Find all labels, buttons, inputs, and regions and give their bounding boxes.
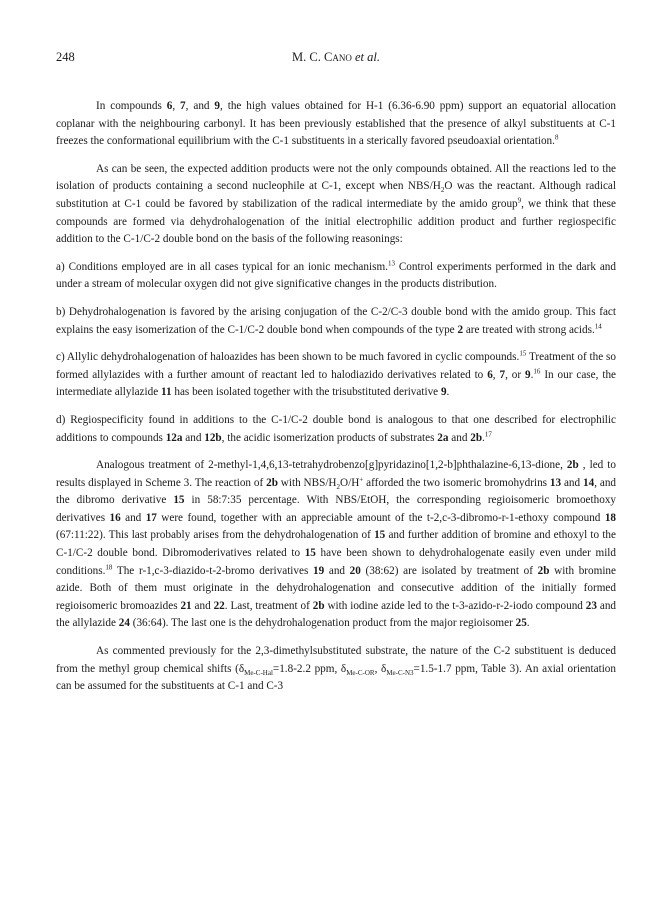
paragraph-text: and [324, 564, 350, 577]
compound-number: 15 [304, 547, 316, 560]
compound-number: 2b [266, 476, 278, 489]
paragraph-text: , δ [374, 662, 387, 675]
paragraph-text: and [561, 476, 583, 489]
paragraph-text: with NBS/H [277, 476, 337, 489]
compound-number: 12b [204, 431, 222, 444]
paragraph-text: . Last, treatment of [224, 599, 313, 612]
paragraph-p2 [56, 161, 616, 249]
paragraph-text: =1.8-2.2 ppm, δ [272, 662, 347, 675]
paragraph-text: Control experiments performed in the dark and under a stream of molecular oxygen did not give significative changes in the products distribution. [56, 260, 616, 291]
compound-number: 18 [604, 511, 616, 524]
paragraph-text: (38:62) are isolated by treatment of [360, 564, 538, 577]
paragraph-text: , we think that these compounds are formed via dehydrohalogenation of the initial electrophilic addition product and further regiospecific addition to the C-1/C-2 double bond on the basis of the following reasonings: [56, 197, 616, 246]
paragraph-text: . [446, 386, 450, 399]
paragraph-text: , led to results displayed in Scheme 3. The reaction of [56, 459, 616, 489]
paragraph-text: and further addition of bromine and ethoxyl to the C-1/C-2 double bond. Dibromoderivatives related to [56, 529, 616, 560]
paragraph-p5 [56, 349, 616, 402]
reference-superscript: 15 [519, 349, 527, 358]
paragraph-text: and [182, 431, 205, 444]
compound-number: 25 [515, 617, 527, 630]
paragraph-text: O was the reactant. Although radical substitution at C-1 could be favored by stabilization of the radical intermediate by the amido group [56, 180, 617, 210]
page-header [56, 50, 616, 66]
paragraph-text: and [448, 431, 471, 444]
paragraph-text: a) Conditions employed are in all cases typical for an ionic mechanism. [56, 260, 388, 273]
compound-number: 11 [161, 386, 172, 399]
compound-number: 16 [109, 511, 121, 524]
compound-number: 2 [457, 323, 464, 336]
paragraph-text: , the acidic isomerization products of substrates [221, 431, 438, 444]
paragraph-p4 [56, 304, 616, 339]
paragraph-p1 [56, 98, 616, 151]
compound-number: 19 [313, 564, 325, 577]
paragraph-text: has been isolated together with the trisubstituted derivative [171, 386, 441, 399]
paragraph-text: and the allylazide [56, 599, 617, 630]
reference-superscript: 8 [554, 133, 559, 142]
paragraph-text: The r-1,c-3-diazido-t-2-bromo derivatives [112, 564, 313, 577]
compound-number: 15 [173, 494, 185, 507]
compound-number: 15 [374, 529, 386, 542]
reference-superscript: 14 [594, 321, 602, 330]
paragraph-text: , [492, 368, 500, 381]
paragraph-text: have been shown to dehydrohalogenate easily even under mild conditions. [56, 547, 617, 577]
paragraph-text: with iodine azide led to the t-3-azido-r-2-iodo compound [324, 599, 586, 612]
paragraph-text: (67:11:22). This last probably arises from the dehydrohalogenation of [56, 529, 375, 542]
compound-number: 9 [214, 100, 221, 112]
paragraph-text: in 58:7:35 percentage. With NBS/EtOH, the corresponding regioisomeric bromoethoxy derivatives [56, 494, 617, 524]
compound-number: 21 [180, 599, 192, 612]
paragraph-text: Analogous treatment of 2-methyl-1,4,6,13-tetrahydrobenzo[g]pyridazino[1,2-b]phthalazine-6,13-dione, [96, 459, 567, 472]
compound-number: 2b [470, 431, 483, 444]
paragraph-text: , the high values obtained for H-1 (6.36-6.90 ppm) support an equatorial allocation coplanar with the neighbouring carbonyl. It has been previously established that the presence of alkyl substituents at C-1 freezes the conformational equilibrium with the C-1 substituents in a sterically favored pseudoaxial orientation. [56, 100, 617, 148]
paragraph-text: are treated with strong acids. [463, 323, 595, 336]
paragraph-text: and [191, 599, 214, 612]
compound-number: 7 [180, 100, 186, 112]
paragraph-text: As commented previously for the 2,3-dimethylsubstituted substrate, the nature of the C-2 substituent is deduced from the methyl group chemical shifts (δ [56, 645, 616, 675]
paragraph-text: c) Allylic dehydrohalogenation of haloazides has been shown to be much favored in cyclic compounds. [56, 351, 520, 364]
running-head-et-al: et al. [354, 50, 380, 64]
running-head [56, 50, 616, 65]
paragraph-text: =1.5-1.7 ppm, Table 3). An axial orientation can be assumed for the substituents at C-1 and C-3 [56, 662, 616, 693]
paragraph-text: , and the dibromo derivative [56, 476, 617, 507]
paragraph-text: In compounds [96, 100, 167, 112]
paragraph-text: (36:64). The last one is the dehydrohalogenation product from the major regioisomer [129, 617, 516, 630]
page-number: 248 [56, 50, 75, 64]
compound-number: 2b [312, 599, 325, 612]
paragraph-text: . [482, 431, 485, 444]
compound-number: 9 [440, 386, 447, 399]
compound-number: 14 [583, 476, 595, 489]
compound-number: 13 [549, 476, 562, 489]
paragraph-text: were found, together with an appreciable amount of the t-2,c-3-dibromo-r-1-ethoxy compound [156, 511, 605, 524]
paragraph-text: d) Regiospecificity found in additions to the C-1/C-2 double bond is analogous to that one described for electrophilic additions to compounds [56, 413, 616, 444]
paragraph-p6 [56, 412, 616, 447]
paragraph-text: Treatment of the so formed allylazides with a further amount of reactant led to halodiazido derivatives related to [56, 351, 617, 381]
paragraph-text: O/H [340, 476, 360, 489]
subscript-text: Me-C-N3 [386, 668, 414, 677]
compound-number: 2b [566, 459, 579, 472]
paragraph-text: , [172, 100, 181, 112]
reference-superscript: 18 [105, 562, 113, 571]
paragraph-text: As can be seen, the expected addition products were not the only compounds obtained. All the reactions led to the isolation of products containing a second nucleophile at C-1, except when NBS/H [56, 162, 616, 193]
compound-number: 2b [537, 564, 550, 577]
running-head-author: M. C. Cano [292, 50, 352, 64]
reference-superscript: + [359, 474, 364, 483]
reference-superscript: 16 [533, 366, 541, 375]
compound-number: 7 [499, 368, 506, 381]
compound-number: 23 [585, 599, 597, 612]
compound-number: 17 [145, 511, 157, 524]
compound-number: 22 [213, 599, 225, 612]
compound-number: 12a [165, 431, 183, 444]
paragraph-text: with bromine azide. Both of them must originate in the dehydrohalogenation and consecutive addition of the initially formed regioisomeric bromoazides [56, 564, 616, 612]
compound-number: 24 [118, 617, 130, 630]
paragraph-text: , or [505, 368, 526, 381]
subscript-text: Me-C-OR [346, 668, 375, 677]
subscript-text: Me-C-Hal [244, 668, 273, 677]
paragraph-text: In our case, the intermediate allylazide [56, 368, 616, 399]
compound-number: 2a [437, 431, 449, 444]
paragraph-p3 [56, 259, 616, 294]
compound-number: 9 [525, 368, 531, 381]
subscript-text: 2 [336, 482, 341, 491]
paragraph-text: . [530, 368, 534, 381]
reference-superscript: 13 [387, 259, 395, 268]
paragraph-text: and [120, 511, 146, 524]
article-body [56, 98, 616, 706]
paragraph-p8 [56, 643, 616, 696]
paragraph-p7 [56, 457, 616, 633]
paragraph-text: afforded the two isomeric bromohydrins [363, 476, 550, 489]
reference-superscript: 17 [484, 429, 492, 438]
reference-superscript: 9 [517, 196, 522, 205]
compound-number: 6 [487, 368, 493, 381]
compound-number: 6 [166, 100, 173, 112]
paragraph-text: b) Dehydrohalogenation is favored by the arising conjugation of the C-2/C-3 double bond with the amido group. This fact explains the easy isomerization of the C-1/C-2 double bond when compounds of the type [56, 305, 616, 336]
subscript-text: 2 [440, 186, 445, 195]
paragraph-text: . [526, 617, 530, 630]
compound-number: 20 [349, 564, 361, 577]
paragraph-text: , and [185, 100, 215, 112]
